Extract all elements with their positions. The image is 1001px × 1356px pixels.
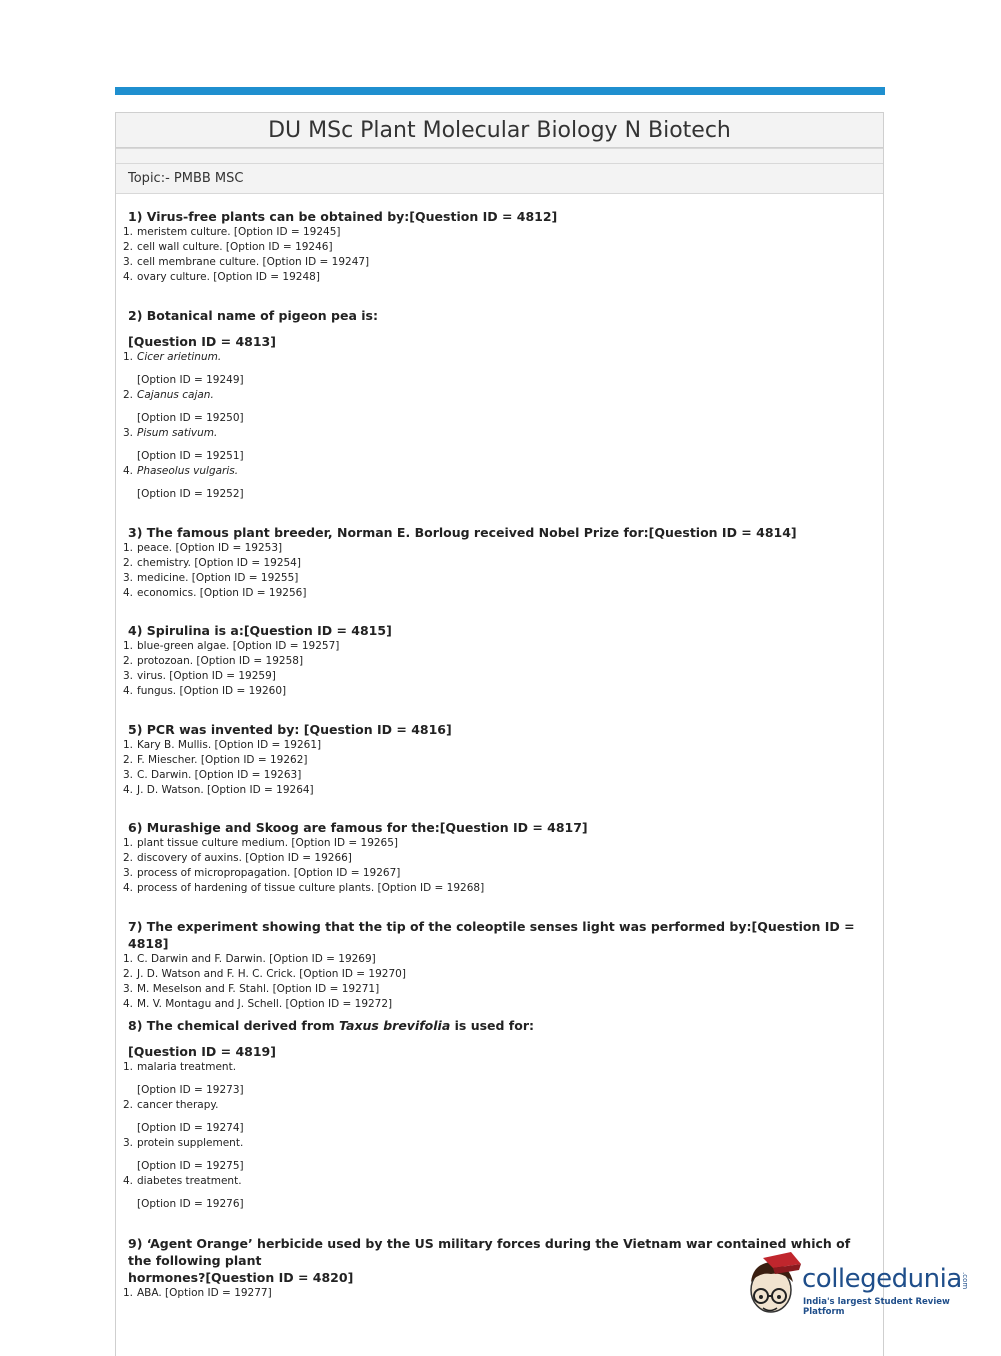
question-text: 9) ‘Agent Orange’ herbicide used by the US military forces during the Vietnam war contained which of the following plant <box>128 1236 851 1268</box>
page-title: DU MSc Plant Molecular Biology N Biotech <box>116 112 883 148</box>
option-item: 2. Cajanus cajan. <box>123 389 214 401</box>
top-accent-bar <box>115 87 885 95</box>
divider-band <box>116 148 883 164</box>
option-item: 4. ovary culture. [Option ID = 19248] <box>123 271 320 283</box>
option-item: 3. cell membrane culture. [Option ID = 19247] <box>123 256 370 268</box>
option-item: 1. Cicer arietinum. <box>123 351 222 363</box>
option-id: [Option ID = 19273] <box>137 1084 244 1096</box>
question-text: 2) Botanical name of pigeon pea is: <box>128 308 378 323</box>
question-6 <box>123 819 873 896</box>
option-item: 3. process of micropropagation. [Option ID = 19267] <box>123 867 401 879</box>
option-item: 3. Pisum sativum. <box>123 427 218 439</box>
option-id: [Option ID = 19276] <box>137 1198 244 1210</box>
question-2 <box>123 307 873 502</box>
option-item: 1. peace. [Option ID = 19253] <box>123 542 283 554</box>
option-item: 1. Kary B. Mullis. [Option ID = 19261] <box>123 739 322 751</box>
document-sheet <box>115 112 884 1356</box>
option-item: 3. M. Meselson and F. Stahl. [Option ID = 19271] <box>123 983 380 995</box>
question-4 <box>123 622 873 699</box>
option-item: 1. blue-green algae. [Option ID = 19257] <box>123 640 340 652</box>
option-id: [Option ID = 19251] <box>137 450 244 462</box>
question-text: 3) The famous plant breeder, Norman E. Borloug received Nobel Prize for:[Question ID = 4814] <box>128 525 797 540</box>
option-item: 1. meristem culture. [Option ID = 19245] <box>123 226 341 238</box>
collegedunia-logo <box>743 1252 973 1322</box>
question-1 <box>123 208 873 285</box>
question-id: [Question ID = 4819] <box>128 1044 276 1059</box>
option-item: 2. discovery of auxins. [Option ID = 19266] <box>123 852 352 864</box>
option-item: 2. J. D. Watson and F. H. C. Crick. [Option ID = 19270] <box>123 968 406 980</box>
option-item: 4. Phaseolus vulgaris. <box>123 465 239 477</box>
question-7 <box>123 918 873 1012</box>
option-item: 3. C. Darwin. [Option ID = 19263] <box>123 769 302 781</box>
option-item: 4. process of hardening of tissue culture plants. [Option ID = 19268] <box>123 882 485 894</box>
question-text-continued: hormones?[Question ID = 4820] <box>128 1270 354 1285</box>
option-id: [Option ID = 19252] <box>137 488 244 500</box>
question-5 <box>123 721 873 798</box>
option-item: 1. C. Darwin and F. Darwin. [Option ID = 19269] <box>123 953 376 965</box>
logo-domain: .com <box>961 1272 969 1290</box>
question-text: 4) Spirulina is a:[Question ID = 4815] <box>128 623 392 638</box>
option-item: 2. protozoan. [Option ID = 19258] <box>123 655 304 667</box>
option-item: 2. chemistry. [Option ID = 19254] <box>123 557 301 569</box>
option-item: 2. cell wall culture. [Option ID = 19246] <box>123 241 333 253</box>
option-item: 4. M. V. Montagu and J. Schell. [Option ID = 19272] <box>123 998 393 1010</box>
option-item: 3. protein supplement. <box>123 1137 244 1149</box>
option-item: 2. F. Miescher. [Option ID = 19262] <box>123 754 308 766</box>
question-text: 1) Virus-free plants can be obtained by:[Question ID = 4812] <box>128 209 558 224</box>
mascot-icon <box>743 1252 803 1322</box>
option-item: 4. diabetes treatment. <box>123 1175 242 1187</box>
option-id: [Option ID = 19250] <box>137 412 244 424</box>
option-item: 4. J. D. Watson. [Option ID = 19264] <box>123 784 314 796</box>
question-3 <box>123 524 873 601</box>
option-item: 4. fungus. [Option ID = 19260] <box>123 685 287 697</box>
option-item: 1. ABA. [Option ID = 19277] <box>123 1287 272 1299</box>
logo-name: collegedunia <box>802 1264 962 1294</box>
logo-tagline: India's largest Student Review Platform <box>803 1297 950 1317</box>
question-id: [Question ID = 4813] <box>128 334 276 349</box>
option-item: 2. cancer therapy. <box>123 1099 219 1111</box>
question-text: 6) Murashige and Skoog are famous for the:[Question ID = 4817] <box>128 820 588 835</box>
question-8 <box>123 1017 873 1212</box>
option-id: [Option ID = 19274] <box>137 1122 244 1134</box>
option-item: 1. malaria treatment. <box>123 1061 237 1073</box>
option-item: 3. medicine. [Option ID = 19255] <box>123 572 299 584</box>
option-item: 1. plant tissue culture medium. [Option ID = 19265] <box>123 837 399 849</box>
question-text: 5) PCR was invented by: [Question ID = 4816] <box>128 722 452 737</box>
question-text: 7) The experiment showing that the tip of the coleoptile senses light was performed by:[Question ID = 4818] <box>128 919 855 951</box>
option-id: [Option ID = 19249] <box>137 374 244 386</box>
topic-label: Topic:- PMBB MSC <box>116 164 883 194</box>
option-item: 3. virus. [Option ID = 19259] <box>123 670 276 682</box>
option-id: [Option ID = 19275] <box>137 1160 244 1172</box>
question-text: 8) The chemical derived from Taxus brevifolia is used for: <box>128 1018 534 1033</box>
option-item: 4. economics. [Option ID = 19256] <box>123 587 307 599</box>
